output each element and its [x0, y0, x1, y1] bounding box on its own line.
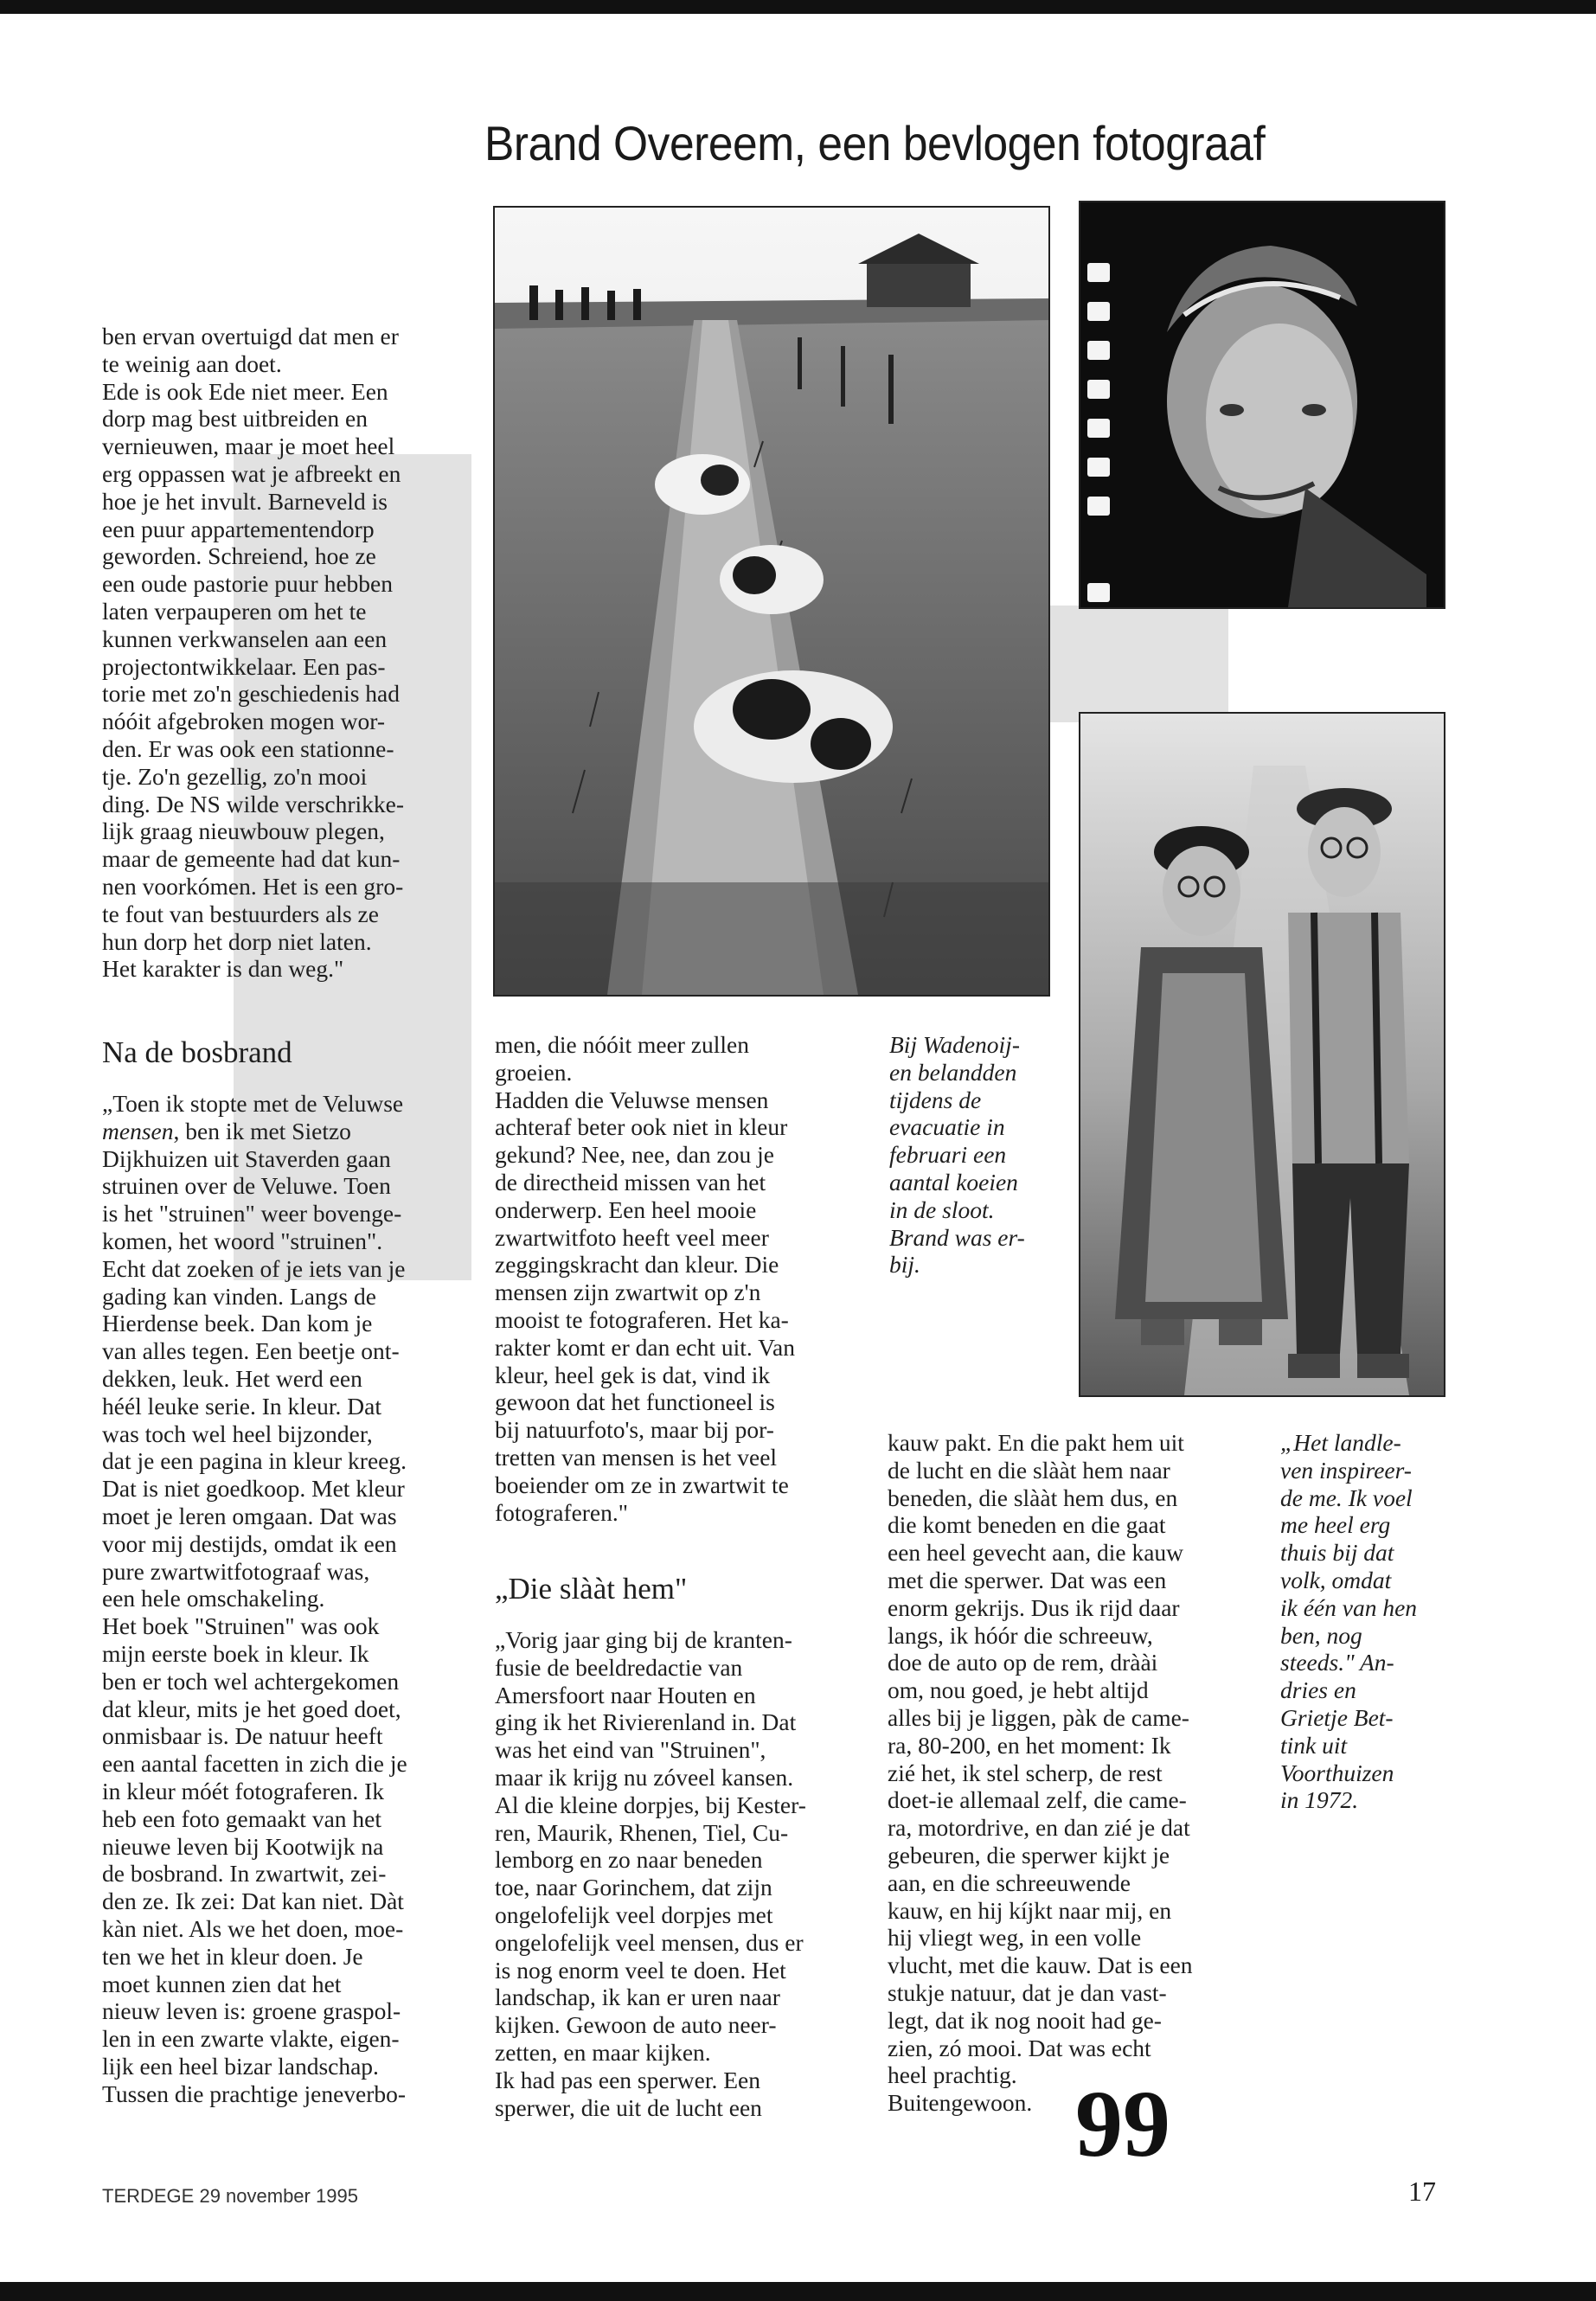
column-1-top-text [102, 323, 457, 983]
column-3-bottom-text [888, 1429, 1251, 2117]
caption-line: thuis bij dat [1280, 1539, 1394, 1567]
text-line: dat kleur, mits je het goed doet, [102, 1695, 401, 1722]
caption-line: dries en [1280, 1676, 1356, 1704]
text-line: gewoon dat het functioneel is [495, 1388, 775, 1416]
text-line: maar de gemeente had dat kun- [102, 845, 401, 873]
text-line: ra, 80-200, en het moment: Ik [888, 1731, 1171, 1759]
text-line: toe, naar Gorinchem, dat zijn [495, 1874, 772, 1901]
caption-line: in de sloot. [889, 1195, 995, 1223]
text-line: stukje natuur, dat je dan vast- [888, 1978, 1167, 2006]
text-line: bij natuurfoto's, maar bij por- [495, 1416, 774, 1444]
text-line: met die sperwer. Dat was een [888, 1566, 1167, 1593]
text-line: laten verpauperen om het te [102, 597, 367, 625]
text-line: gebeuren, die sperwer kijkt je [888, 1841, 1170, 1868]
caption-line: de me. Ik voel [1280, 1484, 1413, 1511]
text-line: tje. Zo'n gezellig, zo'n mooi [102, 762, 368, 790]
caption-cows-photo [889, 1031, 1062, 1279]
text-line: kleur, heel gek is dat, vind ik [495, 1361, 771, 1388]
caption-line: Brand was er- [889, 1223, 1025, 1251]
text-line: heel prachtig. [888, 2061, 1017, 2089]
text-line: te weinig aan doet. [102, 349, 282, 377]
text-line: ging ik het Rivierenland in. Dat [495, 1708, 797, 1736]
text-line: mensen, ben ik met Sietzo [102, 1117, 351, 1144]
text-line: mijn eerste boek in kleur. Ik [102, 1639, 369, 1667]
section-heading-die-slaat-hem: „Die slààt hem" [495, 1572, 688, 1606]
text-line: den ze. Ik zei: Dat kan niet. Dàt [102, 1888, 404, 1915]
text-line: projectontwikkelaar. Een pas- [102, 652, 386, 680]
text-line: Al die kleine dorpjes, bij Kester- [495, 1791, 806, 1818]
text-line: onmisbaar is. De natuur heeft [102, 1722, 383, 1750]
cows-ditch-illustration [495, 208, 1048, 995]
caption-line: Grietje Bet- [1280, 1703, 1394, 1731]
page-title: Brand Overeem, een bevlogen fotograaf [484, 116, 1266, 170]
text-line: men, die nóóit meer zullen [495, 1031, 750, 1058]
text-line: in kleur móét fotograferen. Ik [102, 1777, 385, 1804]
caption-line: bij. [889, 1251, 920, 1279]
text-line: is nog enorm veel te doen. Het [495, 1956, 786, 1984]
text-line: nieuw leven is: groene graspol- [102, 1997, 401, 2025]
text-line: was het eind van "Struinen", [495, 1736, 766, 1764]
text-line: Hierdense beek. Dan kom je [102, 1310, 373, 1337]
text-line: lijk een heel bizar landschap. [102, 2052, 379, 2080]
text-line: gading kan vinden. Langs de [102, 1282, 376, 1310]
caption-line: evacuatie in [889, 1113, 1005, 1141]
text-line: ding. De NS wilde verschrikke- [102, 790, 405, 817]
text-line: om, nou goed, je hebt altijd [888, 1676, 1149, 1704]
caption-line: tijdens de [889, 1086, 982, 1113]
text-line: een heel gevecht aan, die kauw [888, 1539, 1184, 1567]
text-line: de directheid missen van het [495, 1168, 766, 1195]
text-line: dorp mag best uitbreiden en [102, 405, 368, 433]
caption-line: me heel erg [1280, 1511, 1391, 1539]
text-line: achteraf beter ook niet in kleur [495, 1113, 788, 1141]
text-line: kauw pakt. En die pakt hem uit [888, 1429, 1184, 1456]
text-line: maar ik krijg nu zóveel kansen. [495, 1763, 794, 1791]
text-line: moet kunnen zien dat het [102, 1970, 342, 1997]
text-line: alles bij je liggen, pàk de came- [888, 1703, 1189, 1731]
text-line: Tussen die prachtige jeneverbo- [102, 2080, 407, 2107]
text-line: kunnen verkwanselen aan een [102, 625, 388, 652]
text-line: „Toen ik stopte met de Veluwse [102, 1090, 404, 1117]
text-line: heb een foto gemaakt van het [102, 1804, 381, 1832]
text-line: een puur appartementendorp [102, 515, 375, 542]
text-line: een aantal facetten in zich die je [102, 1750, 407, 1778]
text-line: vernieuwen, maar je moet heel [102, 433, 395, 460]
text-line: kauw, en hij kíjkt naar mij, en [888, 1896, 1172, 1924]
text-line: den. Er was ook een stationne- [102, 734, 394, 762]
italic-word: mensen [102, 1117, 174, 1144]
text-line: die komt beneden en die gaat [888, 1511, 1166, 1539]
text-line: ra, motordrive, en dan zié je dat [888, 1814, 1190, 1842]
text-line: fusie de beeldredactie van [495, 1653, 743, 1681]
text-line: zeggingskracht dan kleur. Die [495, 1251, 779, 1279]
text-line: zetten, en maar kijken. [495, 2038, 711, 2066]
text-line: ongelofelijk veel mensen, dus er [495, 1928, 804, 1956]
caption-line: „Het landle- [1280, 1429, 1401, 1456]
text-line: tretten van mensen is het veel [495, 1443, 778, 1471]
bottom-border-bar [0, 2282, 1596, 2301]
text-line: was toch wel heel bijzonder, [102, 1420, 373, 1447]
text-line: nen voorkómen. Het is een gro- [102, 872, 404, 900]
text-line: hij vliegt weg, in een volle [888, 1924, 1142, 1952]
photo-cows-in-ditch [493, 206, 1050, 997]
text-line: komen, het woord "struinen". [102, 1227, 383, 1254]
photo-portrait-film-strip [1079, 201, 1445, 609]
text-line: hoe je het invult. Barneveld is [102, 487, 388, 515]
caption-line: volk, omdat [1280, 1566, 1392, 1593]
text-line: sperwer, die uit de lucht een [495, 2093, 762, 2121]
page-number: 17 [1408, 2176, 1436, 2207]
text-line: dat je een pagina in kleur kreeg. [102, 1447, 407, 1475]
text-line: moet je leren omgaan. Dat was [102, 1502, 397, 1529]
closing-quote-mark: 99 [1075, 2071, 1170, 2176]
photo-elderly-couple [1079, 712, 1445, 1397]
text-line: doet-ie allemaal zelf, die came- [888, 1786, 1187, 1814]
text-line: voor mij destijds, omdat ik een [102, 1529, 397, 1557]
text-line: een oude pastorie puur hebben [102, 570, 393, 598]
text-line: een hele omschakeling. [102, 1585, 325, 1612]
text-line: ben er toch wel achtergekomen [102, 1667, 400, 1695]
text-line: te fout van bestuurders als ze [102, 900, 379, 927]
text-line: nieuwe leven bij Kootwijk na [102, 1832, 384, 1860]
text-line: gekund? Nee, nee, dan zou je [495, 1141, 774, 1169]
caption-line: tink uit [1280, 1731, 1348, 1759]
caption-line: Bij Wadenoij- [889, 1031, 1020, 1058]
text-line: lemborg en zo naar beneden [495, 1846, 763, 1874]
text-line: zien, zó mooi. Dat was echt [888, 2034, 1151, 2061]
text-line: héél leuke serie. In kleur. Dat [102, 1392, 381, 1420]
caption-line: steeds." An- [1280, 1649, 1394, 1676]
text-line: lijk graag nieuwbouw plegen, [102, 817, 385, 845]
text-line: torie met zo'n geschiedenis had [102, 680, 401, 708]
grey-block-right [1038, 606, 1228, 722]
caption-couple-photo [1280, 1429, 1453, 1814]
text-line: Ede is ook Ede niet meer. Een [102, 377, 388, 405]
text-line: onderwerp. Een heel mooie [495, 1195, 757, 1223]
caption-line: ben, nog [1280, 1621, 1362, 1649]
text-line: landschap, ik kan er uren naar [495, 1984, 780, 2011]
text-line: de lucht en die slààt hem naar [888, 1456, 1170, 1484]
text-line: mooist te fotograferen. Het ka- [495, 1305, 789, 1333]
text-line: enorm gekrijs. Dus ik rijd daar [888, 1593, 1180, 1621]
couple-illustration [1080, 714, 1444, 1395]
text-line: rakter komt er dan echt uit. Van [495, 1333, 795, 1361]
text-line: mensen zijn zwartwit op z'n [495, 1279, 761, 1306]
text-line: geworden. Schreiend, hoe ze [102, 542, 376, 570]
text-line: „Vorig jaar ging bij de kranten- [495, 1626, 792, 1653]
top-border-bar [0, 0, 1596, 14]
footer-magazine-date: TERDEGE 29 november 1995 [102, 2185, 358, 2207]
caption-line: februari een [889, 1141, 1007, 1169]
portrait-illustration [1080, 202, 1444, 607]
text-line: Hadden die Veluwse mensen [495, 1086, 769, 1113]
section-heading-na-de-bosbrand: Na de bosbrand [102, 1035, 292, 1069]
text-line: Dijkhuizen uit Staverden gaan [102, 1144, 391, 1172]
text-line: fotograferen." [495, 1498, 628, 1526]
text-line: ten we het in kleur doen. Je [102, 1942, 363, 1970]
caption-line: aantal koeien [889, 1168, 1018, 1195]
text-line: doe de auto op de rem, dràài [888, 1649, 1158, 1676]
caption-line: in 1972. [1280, 1786, 1359, 1814]
text-line: ongelofelijk veel dorpjes met [495, 1900, 773, 1928]
text-line: aan, en die schreeuwende [888, 1868, 1131, 1896]
text-line: legt, dat ik nog nooit had ge- [888, 2006, 1162, 2034]
text-line: Het boek "Struinen" was ook [102, 1612, 380, 1640]
text-line: Buitengewoon. [888, 2089, 1033, 2117]
text-line: Echt dat zoeken of je iets van je [102, 1254, 406, 1282]
text-line: van alles tegen. Een beetje ont- [102, 1337, 400, 1365]
text-line: pure zwartwitfotograaf was, [102, 1557, 370, 1585]
text-line: de bosbrand. In zwartwit, zei- [102, 1860, 387, 1888]
text-line: erg oppassen wat je afbreekt en [102, 459, 401, 487]
column-2-top-text [495, 1031, 858, 1526]
text-line: zié het, ik stel scherp, de rest [888, 1759, 1163, 1786]
text-line: ben ervan overtuigd dat men er [102, 323, 399, 349]
text-line: vlucht, met die kauw. Dat is een [888, 1952, 1193, 1979]
text-line: langs, ik hóór die schreeuw, [888, 1621, 1153, 1649]
text-line: hun dorp het dorp niet laten. [102, 927, 372, 955]
text-line: len in een zwarte vlakte, eigen- [102, 2025, 400, 2053]
column-2-section-die-slaat-hem [495, 1573, 858, 2121]
text-line: ren, Maurik, Rhenen, Tiel, Cu- [495, 1818, 789, 1846]
text-line: nóóit afgebroken mogen wor- [102, 708, 386, 735]
caption-line: ven inspireer- [1280, 1456, 1412, 1484]
caption-line: Voorthuizen [1280, 1759, 1394, 1786]
text-line: Ik had pas een sperwer. Een [495, 2066, 760, 2093]
caption-line: ik één van hen [1280, 1593, 1418, 1621]
text-line: Het karakter is dan weg." [102, 955, 344, 983]
text-line: boeiender om ze in zwartwit te [495, 1471, 789, 1498]
text-line: zwartwitfoto heeft veel meer [495, 1223, 769, 1251]
column-1-section-na-de-bosbrand [102, 1036, 465, 2107]
text-line: kàn niet. Als we het doen, moe- [102, 1914, 404, 1942]
text-line: is het "struinen" weer bovenge- [102, 1200, 402, 1227]
text-line: groeien. [495, 1058, 573, 1086]
text-line: beneden, die slààt hem dus, en [888, 1484, 1178, 1511]
text-line: dekken, leuk. Het werd een [102, 1364, 362, 1392]
text-line: Amersfoort naar Houten en [495, 1681, 756, 1708]
text-line: kijken. Gewoon de auto neer- [495, 2011, 777, 2039]
caption-line: en belandden [889, 1058, 1017, 1086]
text-line: struinen over de Veluwe. Toen [102, 1172, 391, 1200]
text-line: Dat is niet goedkoop. Met kleur [102, 1475, 405, 1503]
